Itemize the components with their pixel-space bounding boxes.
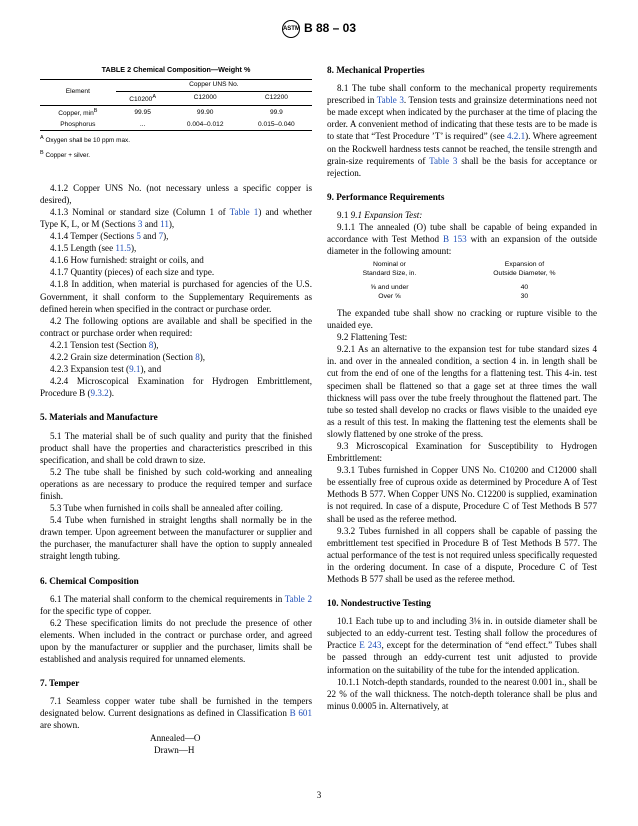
section-heading: 6. Chemical Composition — [40, 575, 139, 586]
table2-footnote-b: $^B$ Copper + silver. — [40, 149, 91, 159]
table2-subhead: C12000 — [193, 94, 217, 102]
table-cell: 40 — [520, 284, 529, 292]
table2-title: TABLE 2 Chemical Composition—Weight % — [101, 65, 251, 74]
exp-header-pct: Expansion of — [504, 261, 545, 269]
table-cell: Phosphorus — [60, 120, 96, 128]
ref-link[interactable]: 7 — [158, 231, 164, 242]
section-heading: 5. Materials and Manufacture — [40, 412, 158, 423]
table-row — [327, 293, 597, 301]
ref-link[interactable]: Table 3 — [376, 95, 404, 106]
standard-designation: B 88 – 03 — [303, 21, 357, 36]
section-heading: 7. Temper — [40, 678, 80, 689]
right-column — [327, 64, 597, 712]
table-cell: ⅝ and under — [370, 284, 409, 292]
para-4-2-3: 4.2.3 Expansion test (9.1), and — [50, 364, 162, 375]
table-cell: 99.90 — [196, 108, 214, 116]
para-9-3-1: 9.3.1 Tubes furnished in Copper UNS No. C10200 and C12000 shall be essentially free of cuprous oxide as determined by Procedure A of Test Methods B 577. When Copper UNS No. C12200 is supplied, examination is not required. In case of a dispute, Procedure C of Test Methods B 577 shall be used as the referee method. — [327, 465, 597, 524]
para-4-1-4: 4.1.4 Temper (Sections 5 and 7), — [50, 231, 169, 242]
ref-link[interactable]: 8 — [148, 339, 154, 350]
exp-header-size: Nominal or — [373, 261, 406, 269]
temper-drawn: Drawn—H — [154, 744, 195, 755]
para-expansion-result: The expanded tube shall show no cracking or rupture visible to the unaided eye. — [327, 307, 597, 331]
para-9-3-2: 9.3.2 Tubes furnished in all coppers shall be capable of passing the embrittlement test specified in Procedure B of Test Methods B 577. The actual performance of the test is not required unless specifically requested in the ordering document. In case of a dispute, Procedure C of Test Methods B 577 shall be used as the referee method. — [327, 525, 597, 584]
ref-link[interactable]: B 601 — [289, 708, 313, 719]
para-4-1-3: 4.1.3 Nominal or standard size (Column 1 of Table 1) and whether Type K, L, or M (Sections 3 and 11), — [40, 206, 312, 229]
para-10-1-1: 10.1.1 Notch-depth standards, rounded to the nearest 0.001 in., shall be 22 % of the wall thickness. The notch-depth tolerance shall be plus and minus 0.0005 in. Alternatively, at — [327, 676, 597, 711]
ref-link[interactable]: 5 — [136, 231, 141, 242]
para-4-1-2: 4.1.2 Copper UNS No. (not necessary unless a specific copper is desired), — [40, 182, 312, 205]
exp-header-size: Standard Size, in. — [362, 269, 417, 277]
para-4-1-7: 4.1.7 Quantity (pieces) of each size and type. — [50, 267, 215, 278]
table-cell: ... — [139, 120, 146, 128]
para-9-2: 9.2 Flattening Test: — [337, 332, 408, 343]
para-5-2: 5.2 The tube shall be finished by such cold-working and annealing operations as are necessary to produce the required temper and surface finish. — [40, 466, 312, 501]
para-8-1: 8.1 The tube shall conform to the mechanical property requirements prescribed in Table 3. Tension tests and grainsize determinations need not be made except when indicated by the purchaser at the time of placing the order. A convenient method of indicating that these tests are to be made is to state that “Test Procedure ’T’ is required” (see 4.2.1). Where agreement on the Rockwell hardness tests cannot be reached, the tensile strength and grain-size requirements of Table 3 shall be the basis for acceptance or rejection. — [327, 83, 598, 178]
para-5-3: 5.3 Tube when furnished in coils shall be annealed after coiling. — [50, 503, 283, 514]
table2-col-element: Element — [40, 80, 116, 106]
para-10-1: 10.1 Each tube up to and including 3⅛ in. in outside diameter shall be subjected to an eddy-current test. Testing shall follow the procedures of Practice E 243, except for the determination of “end effect.” Tubes shall be passed through an eddy-current test unit adjusted to provide information on the suitability of the tube for the intended application. — [327, 616, 597, 675]
para-4-2: 4.2 The following options are available and shall be specified in the contract or purchase order when required: — [40, 315, 312, 338]
ref-link[interactable]: Table 1 — [229, 206, 259, 217]
table-row — [40, 120, 312, 131]
ref-link[interactable]: B 153 — [443, 234, 467, 245]
ref-link[interactable]: 11 — [160, 219, 169, 229]
page-header — [0, 20, 638, 38]
table2-col-group: Copper UNS No. — [116, 80, 312, 92]
ref-link[interactable]: 11.5 — [115, 243, 131, 254]
table-cell: 0.015–0.040 — [258, 120, 295, 128]
table-row — [40, 106, 312, 120]
para-9-1: 9.1 9.1 Expansion Test: — [337, 209, 423, 220]
table2-subhead: $C10200^A$ — [129, 93, 157, 103]
table-cell: 30 — [520, 292, 529, 300]
astm-logo-icon: ASTM — [282, 20, 300, 38]
ref-link[interactable]: Table 3 — [429, 155, 458, 166]
table-row — [327, 284, 597, 292]
ref-link[interactable]: Table 2 — [284, 593, 313, 604]
exp-header-pct: Outside Diameter, % — [493, 269, 556, 277]
left-column — [40, 64, 312, 756]
para-4-1-6: 4.1.6 How furnished: straight or coils, and — [50, 255, 204, 266]
table2 — [40, 79, 312, 131]
para-6-1: 6.1 The material shall conform to the chemical requirements in Table 2 for the specific type of copper. — [40, 593, 313, 616]
table-cell: Over ⅝ — [378, 292, 401, 300]
temper-annealed: Annealed—O — [150, 732, 201, 743]
para-4-1-5: 4.1.5 Length (see 11.5), — [50, 243, 137, 254]
section-heading: 10. Nondestructive Testing — [327, 598, 431, 609]
table-cell: 99.95 — [134, 108, 151, 116]
section-heading: 9. Performance Requirements — [327, 191, 445, 202]
para-6-2: 6.2 These specification limits do not preclude the presence of other elements. When included in the contract or purchase order, and agreed upon by the manufacturer or supplier and the purchaser, limits shall be established and analysis required for unnamed elements. — [40, 617, 312, 665]
para-7-1: 7.1 Seamless copper water tube shall be furnished in the tempers designated below. Current designations as defined in Classification B 601 are shown. — [40, 696, 313, 731]
table-cell: 0.004–0.012 — [186, 120, 224, 128]
para-4-2-4: 4.2.4 Microscopical Examination for Hydrogen Embrittlement, Procedure B (9.3.2). — [40, 376, 312, 399]
para-9-3: 9.3 Microscopical Examination for Susceptibility to Hydrogen Embrittlement: — [327, 440, 597, 464]
para-5-4: 5.4 Tube when furnished in straight lengths shall normally be in the drawn temper. Upon agreement between the manufacturer or supplier and the purchaser, the manufacturer shall have the option to supply annealed straight length tubing. — [40, 515, 312, 562]
ref-link[interactable]: 8 — [195, 352, 200, 363]
section-heading: 8. Mechanical Properties — [327, 65, 425, 75]
ref-link[interactable]: 9.1 — [129, 364, 141, 375]
para-9-1-1: 9.1.1 The annealed (O) tube shall be capable of being expanded in accordance with Test Method B 153 with an expansion of the outside diameter in the following amount: — [327, 222, 598, 257]
table2-subhead: C12200 — [264, 94, 288, 102]
para-4-2-2: 4.2.2 Grain size determination (Section 8), — [50, 352, 206, 363]
table-cell: Copper, $\min^B$ — [58, 108, 98, 118]
table2-footnote-a: $^A$ Oxygen shall be 10 ppm max. — [40, 135, 130, 145]
ref-link[interactable]: 9.3.2 — [90, 388, 109, 399]
ref-link[interactable]: E 243 — [359, 640, 382, 651]
ref-link[interactable]: 3 — [137, 219, 143, 229]
page-number: 3 — [316, 790, 322, 800]
table-cell: 99.9 — [269, 108, 283, 116]
ref-link[interactable]: 4.2.1 — [506, 131, 526, 142]
temper-list — [150, 732, 312, 756]
para-4-2-1: 4.2.1 Tension test (Section 8), — [50, 339, 159, 350]
para-5-1: 5.1 The material shall be of such quality and purity that the finished product shall have the properties and characteristics prescribed in this specification, and shall be cold drawn to size. — [40, 430, 312, 465]
para-4-1-8: 4.1.8 In addition, when material is purchased for agencies of the U.S. Government, it shall conform to the Supplementary Requirements as defined herein when specified in the contract or purchase order. — [40, 279, 312, 314]
para-9-2-1: 9.2.1 As an alternative to the expansion test for tube standard sizes 4 in. and over in the annealed condition, a section 4 in. in length shall be cut from the end of one of the lengths for a flattening test. This 4-in. test specimen shall be flattened so that a gage set at three times the wall thickness will pass over the tube freely throughout the flattened part. The tube so tested shall develop no cracks or flaws visible to the unaided eye as a result of this test. In making the flattening test the elements shall be slowly flattened by one stroke of the press. — [327, 344, 597, 439]
expansion-table — [327, 261, 597, 301]
